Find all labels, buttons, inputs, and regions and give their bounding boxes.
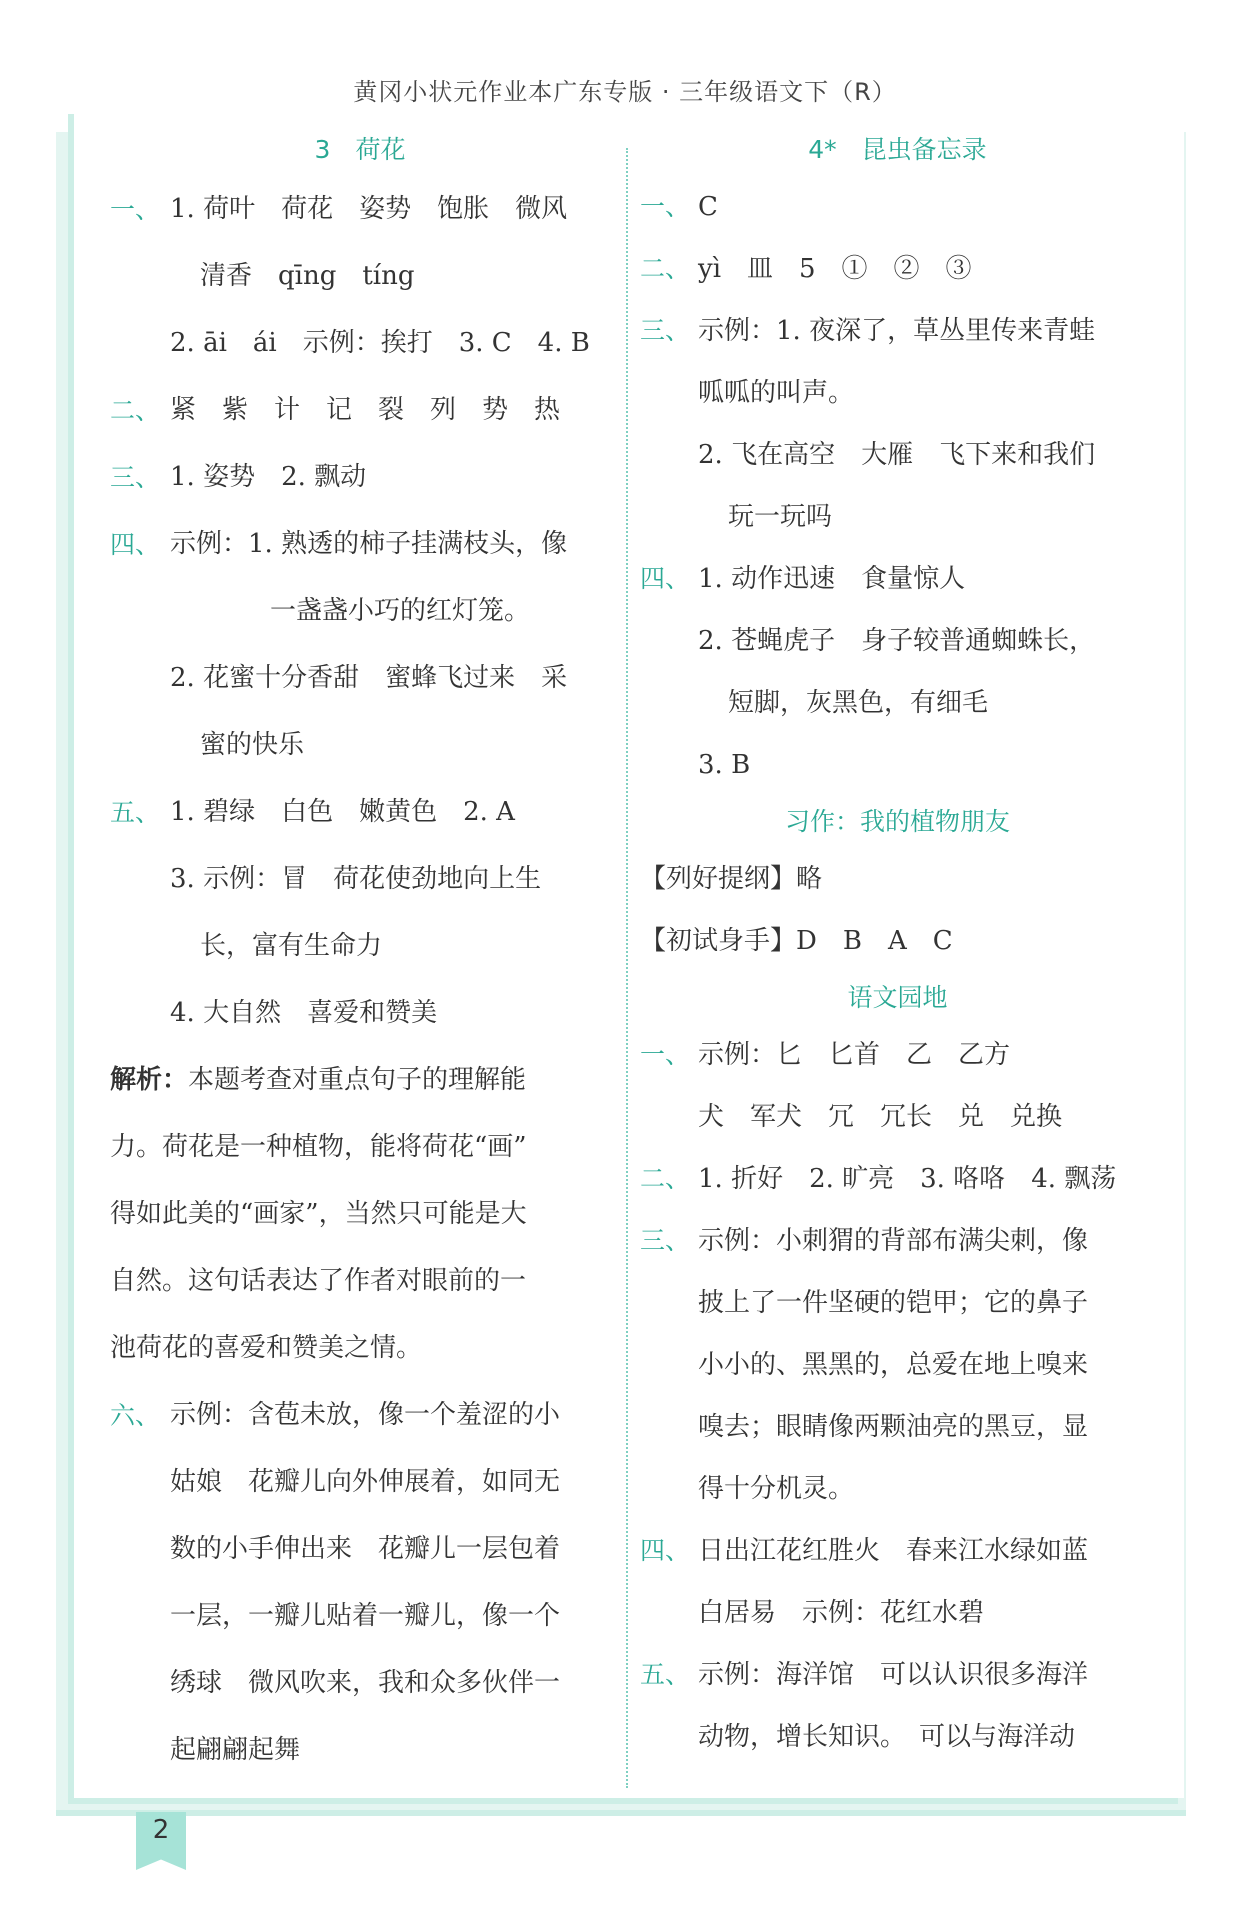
answer-text: 示例：匕 匕首 乙 乙方 xyxy=(698,1040,1011,1070)
answer-line xyxy=(640,548,1155,610)
answer-line xyxy=(110,1717,610,1784)
answer-text: 3. 示例：冒 荷花使劲地向上生 xyxy=(170,864,542,894)
answer-line xyxy=(640,848,1155,910)
answer-text: 示例：1. 夜深了，草丛里传来青蛙 xyxy=(698,316,1096,346)
answer-line xyxy=(110,1650,610,1717)
answer-text: 一盏盏小巧的红灯笼。 xyxy=(270,596,531,626)
answer-line xyxy=(110,1583,610,1650)
section-title-insects: 4* 昆虫备忘录 xyxy=(808,135,987,164)
question-number: 二、 xyxy=(640,1164,691,1193)
answer-line xyxy=(640,1458,1155,1520)
question-number: 一、 xyxy=(110,195,161,224)
right-answer-list-1 xyxy=(640,176,1155,796)
answer-line xyxy=(640,300,1155,362)
left-answer-list-2 xyxy=(110,1382,610,1784)
answer-line xyxy=(640,176,1155,238)
answer-line xyxy=(640,486,1155,548)
answer-line xyxy=(640,1582,1155,1644)
answer-text: 1. 荷叶 荷花 姿势 饱胀 微风 xyxy=(170,194,568,224)
answer-text: 长，富有生命力 xyxy=(200,931,383,961)
answer-line xyxy=(110,243,610,310)
answer-line xyxy=(640,1520,1155,1582)
answer-text: 一层，一瓣儿贴着一瓣儿，像一个 xyxy=(170,1601,561,1631)
right-column xyxy=(640,124,1155,1768)
answer-text: 4. 大自然 喜爱和赞美 xyxy=(170,998,438,1028)
answer-text: 2. 苍蝇虎子 身子较普通蜘蛛长， xyxy=(698,626,1096,656)
analysis-line: 池荷花的喜爱和赞美之情。 xyxy=(110,1333,423,1363)
answer-text: 得十分机灵。 xyxy=(698,1474,855,1504)
answer-line xyxy=(640,910,1155,972)
section-title-lotus: 3 荷花 xyxy=(314,135,406,164)
answer-line xyxy=(640,1334,1155,1396)
answer-text: 示例：含苞未放，像一个羞涩的小 xyxy=(170,1400,561,1430)
question-number: 四、 xyxy=(110,530,161,559)
answer-text: 数的小手伸出来 花瓣儿一层包着 xyxy=(170,1534,561,1564)
question-number: 一、 xyxy=(640,192,691,221)
answer-line xyxy=(640,1706,1155,1768)
answer-line xyxy=(110,1382,610,1449)
answer-text: 短脚，灰黑色，有细毛 xyxy=(728,688,989,718)
answer-line xyxy=(640,1396,1155,1458)
answer-line xyxy=(640,734,1155,796)
answer-text: 3. B xyxy=(698,750,751,780)
answer-text: 【列好提纲】略 xyxy=(640,864,823,894)
answer-line xyxy=(640,1148,1155,1210)
analysis-block xyxy=(110,1047,610,1382)
answer-text: 1. 碧绿 白色 嫩黄色 2. A xyxy=(170,797,515,827)
answer-text: 示例：1. 熟透的柿子挂满枝头，像 xyxy=(170,529,568,559)
question-number: 三、 xyxy=(640,316,691,345)
left-answer-list xyxy=(110,176,610,1047)
answer-line xyxy=(640,1210,1155,1272)
answer-text: 呱呱的叫声。 xyxy=(698,378,855,408)
answer-text: 2. 花蜜十分香甜 蜜蜂飞过来 采 xyxy=(170,663,568,693)
answer-text: 蜜的快乐 xyxy=(200,730,305,760)
answer-text: 1. 折好 2. 旷亮 3. 咯咯 4. 飘荡 xyxy=(698,1164,1117,1194)
answer-text: 2. 飞在高空 大雁 飞下来和我们 xyxy=(698,440,1096,470)
analysis-label: 解析： xyxy=(110,1065,189,1095)
section-title-garden: 语文园地 xyxy=(847,983,948,1012)
answer-text: 1. 姿势 2. 飘动 xyxy=(170,462,367,492)
answer-line xyxy=(640,238,1155,300)
answer-line xyxy=(640,424,1155,486)
answer-line xyxy=(110,444,610,511)
answer-line xyxy=(110,1449,610,1516)
answer-line xyxy=(640,1024,1155,1086)
answer-text: 披上了一件坚硬的铠甲；它的鼻子 xyxy=(698,1288,1089,1318)
question-number: 一、 xyxy=(640,1040,691,1069)
answer-line xyxy=(110,578,610,645)
answer-line xyxy=(640,610,1155,672)
answer-text: 示例：小刺猬的背部布满尖刺，像 xyxy=(698,1226,1089,1256)
answer-line xyxy=(110,980,610,1047)
analysis-line: 自然。这句话表达了作者对眼前的一 xyxy=(110,1266,527,1296)
answer-text: 玩一玩吗 xyxy=(728,502,833,532)
answer-text: 清香 qīng tíng xyxy=(200,261,415,291)
answer-text: 1. 动作迅速 食量惊人 xyxy=(698,564,966,594)
question-number: 四、 xyxy=(640,1536,691,1565)
right-answer-list-2 xyxy=(640,848,1155,972)
answer-line xyxy=(110,511,610,578)
answer-line xyxy=(640,1644,1155,1706)
answer-line xyxy=(640,362,1155,424)
question-number: 六、 xyxy=(110,1401,161,1430)
section-title-writing: 习作：我的植物朋友 xyxy=(784,807,1010,836)
answer-text: 日出江花红胜火 春来江水绿如蓝 xyxy=(698,1536,1089,1566)
answer-line xyxy=(110,779,610,846)
answer-text: 紧 紫 计 记 裂 列 势 热 xyxy=(170,395,561,425)
bottom-rule xyxy=(56,1810,1186,1816)
answer-text: 小小的、黑黑的，总爱在地上嗅来 xyxy=(698,1350,1089,1380)
answer-text: 起翩翩起舞 xyxy=(170,1735,301,1765)
analysis-line: 解析： 本题考查对重点句子的理解能 xyxy=(110,1047,610,1114)
page-number: 2 xyxy=(152,1815,170,1845)
answer-text: 2. āi ái 示例：挨打 3. C 4. B xyxy=(170,328,590,358)
answer-line xyxy=(110,310,610,377)
answer-line xyxy=(110,712,610,779)
question-number: 四、 xyxy=(640,564,691,593)
left-column xyxy=(110,124,610,1784)
answer-line xyxy=(110,846,610,913)
answer-line xyxy=(110,176,610,243)
answer-text: yì 皿 5 ① ② ③ xyxy=(698,254,972,284)
question-number: 五、 xyxy=(110,798,161,827)
answer-line xyxy=(110,377,610,444)
answer-text: 动物，增长知识。 可以与海洋动 xyxy=(698,1722,1076,1752)
right-answer-list-3 xyxy=(640,1024,1155,1768)
question-number: 二、 xyxy=(640,254,691,283)
question-number: 二、 xyxy=(110,396,161,425)
answer-line xyxy=(110,913,610,980)
answer-text: 犬 军犬 冗 冗长 兑 兑换 xyxy=(698,1102,1063,1132)
question-number: 三、 xyxy=(110,463,161,492)
answer-text: 白居易 示例：花红水碧 xyxy=(698,1598,985,1628)
answer-line xyxy=(110,1516,610,1583)
analysis-line: 力。荷花是一种植物，能将荷花“画” xyxy=(110,1132,527,1162)
answer-line xyxy=(640,1086,1155,1148)
answer-text: 【初试身手】D B A C xyxy=(640,926,953,956)
answer-text: C xyxy=(698,192,718,222)
analysis-line: 得如此美的“画家”，当然只可能是大 xyxy=(110,1199,527,1229)
answer-text: 示例：海洋馆 可以认识很多海洋 xyxy=(698,1660,1089,1690)
answer-text: 姑娘 花瓣儿向外伸展着，如同无 xyxy=(170,1467,561,1497)
answer-line xyxy=(640,672,1155,734)
question-number: 五、 xyxy=(640,1660,691,1689)
column-divider xyxy=(626,148,628,1788)
question-number: 三、 xyxy=(640,1226,691,1255)
answer-line xyxy=(640,1272,1155,1334)
answer-text: 绣球 微风吹来，我和众多伙伴一 xyxy=(170,1668,561,1698)
page-header: 黄冈小状元作业本广东专版 · 三年级语文下（R） xyxy=(353,78,897,106)
answer-text: 嗅去；眼睛像两颗油亮的黑豆，显 xyxy=(698,1412,1089,1442)
answer-line xyxy=(110,645,610,712)
